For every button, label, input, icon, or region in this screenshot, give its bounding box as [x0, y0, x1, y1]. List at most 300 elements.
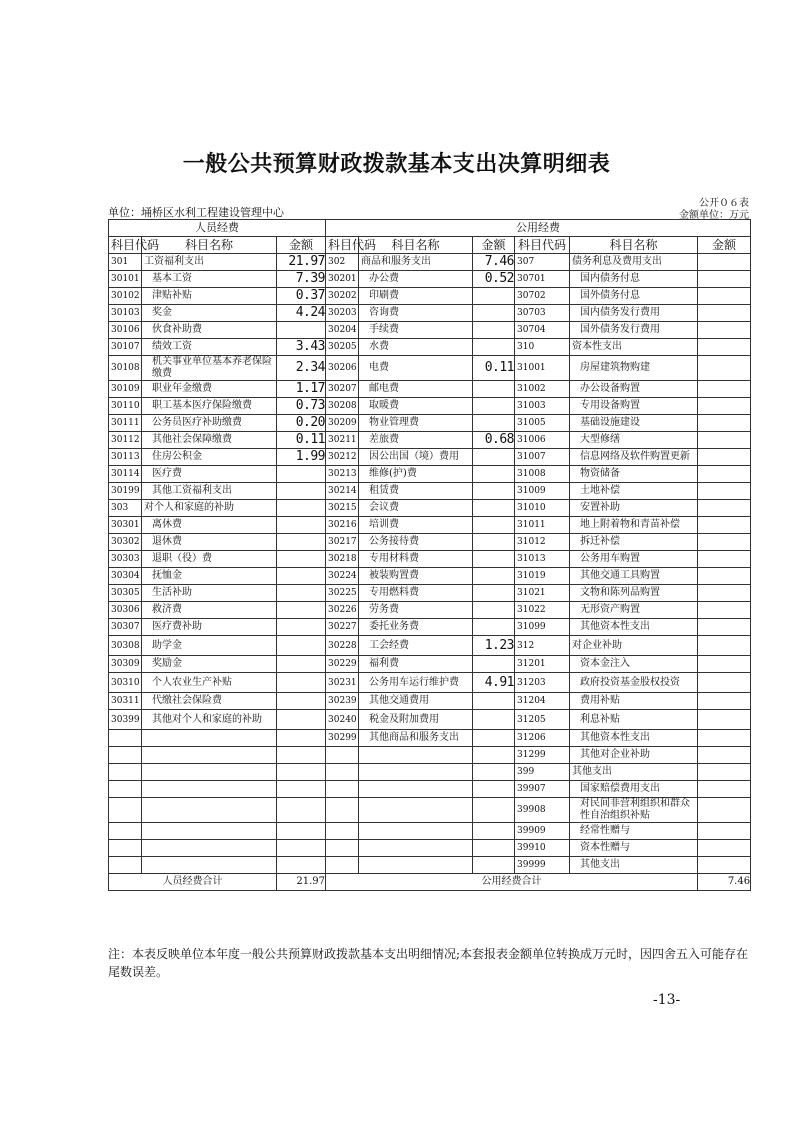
amount-cell [698, 517, 751, 534]
amount-cell [473, 339, 515, 356]
subject-name-cell: 专用设备购置 [570, 398, 698, 415]
subject-name-cell [142, 781, 277, 798]
table-row [109, 534, 751, 551]
subject-name-cell: 国内债务付息 [570, 271, 698, 288]
subject-code-cell: 30113 [109, 449, 142, 466]
subject-name-cell: 委托业务费 [359, 619, 473, 636]
subject-name-cell: 津贴补贴 [142, 288, 277, 305]
subject-name-cell: 其他支出 [570, 764, 698, 781]
subject-name-cell: 绩效工资 [142, 339, 277, 356]
amount-cell [698, 398, 751, 415]
subject-name-cell: 文物和陈列品购置 [570, 585, 698, 602]
subject-code-cell: 30109 [109, 381, 142, 398]
footnote: 注：本表反映单位本年度一般公共预算财政拨款基本支出明细情况;本套报表金额单位转换成万元时，因四舍五入可能存在尾数误差。 [108, 947, 749, 979]
amount-cell [698, 415, 751, 432]
subject-code-cell: 31206 [515, 730, 570, 747]
amount-cell [277, 602, 326, 619]
amount-cell [277, 534, 326, 551]
table-row [109, 693, 751, 710]
subject-code-cell: 30199 [109, 483, 142, 500]
table-row [109, 517, 751, 534]
amount-cell [698, 636, 751, 656]
subject-code-cell: 30702 [515, 288, 570, 305]
subject-code-cell: 31019 [515, 568, 570, 585]
subject-code-cell: 30114 [109, 466, 142, 483]
table-row [109, 551, 751, 568]
amount-cell [698, 764, 751, 781]
subject-code-cell: 30201 [326, 271, 359, 288]
subject-code-cell: 31009 [515, 483, 570, 500]
subject-code-cell: 30209 [326, 415, 359, 432]
column-header-row [109, 237, 751, 254]
amount-cell [473, 517, 515, 534]
subject-name-cell: 资本性赠与 [570, 840, 698, 857]
subject-code-cell: 30302 [109, 534, 142, 551]
amount-cell [473, 781, 515, 798]
subject-name-cell: 其他交通工具购置 [570, 568, 698, 585]
subject-name-cell: 印刷费 [359, 288, 473, 305]
amount-cell [277, 781, 326, 798]
subject-code-cell: 30227 [326, 619, 359, 636]
subject-name-cell [142, 823, 277, 840]
subject-code-cell [326, 798, 359, 823]
subject-name-cell [359, 840, 473, 857]
subject-name-cell: 资本金注入 [570, 656, 698, 673]
table-row [109, 339, 751, 356]
subject-name-cell [359, 764, 473, 781]
amount-cell: 7.46 [473, 254, 515, 271]
subject-code-cell [109, 730, 142, 747]
subject-code-cell: 31001 [515, 356, 570, 381]
subject-code-cell: 307 [515, 254, 570, 271]
amount-cell [277, 693, 326, 710]
subject-name-cell: 办公设备购置 [570, 381, 698, 398]
subject-code-cell: 30239 [326, 693, 359, 710]
public-header: 公用经费 [326, 220, 751, 237]
amount-cell: 4.24 [277, 305, 326, 322]
subject-code-cell: 30701 [515, 271, 570, 288]
subject-name-cell [142, 764, 277, 781]
subject-code-cell: 30103 [109, 305, 142, 322]
amount-cell [473, 322, 515, 339]
subject-code-cell: 39910 [515, 840, 570, 857]
subject-name-cell [142, 730, 277, 747]
subject-code-cell: 30301 [109, 517, 142, 534]
subject-code-cell: 30205 [326, 339, 359, 356]
subject-code-cell [109, 781, 142, 798]
subject-name-cell: 公务用车运行维护费 [359, 673, 473, 693]
subject-name-cell: 被装购置费 [359, 568, 473, 585]
subject-name-cell: 抚恤金 [142, 568, 277, 585]
subject-code-cell: 30106 [109, 322, 142, 339]
subject-name-cell: 信息网络及软件购置更新 [570, 449, 698, 466]
subject-name-cell: 工会经费 [359, 636, 473, 656]
subject-code-cell: 31012 [515, 534, 570, 551]
amount-cell [277, 730, 326, 747]
amount-cell [277, 636, 326, 656]
table-row [109, 568, 751, 585]
subject-code-cell [109, 857, 142, 874]
money-unit-label: 金额单位：万元 [679, 210, 749, 221]
subject-code-cell: 31013 [515, 551, 570, 568]
amount-cell: 2.34 [277, 356, 326, 381]
public-total-value: 7.46 [698, 874, 751, 891]
subject-name-cell: 专用燃料费 [359, 585, 473, 602]
subject-code-cell: 31021 [515, 585, 570, 602]
subject-name-cell: 无形资产购置 [570, 602, 698, 619]
subject-code-cell: 30303 [109, 551, 142, 568]
amount-cell: 7.39 [277, 271, 326, 288]
subject-name-cell: 医疗费 [142, 466, 277, 483]
subject-name-cell: 维修(护)费 [359, 466, 473, 483]
subject-code-cell: 30112 [109, 432, 142, 449]
amount-cell [698, 747, 751, 764]
col-header-amount: 金额 [698, 237, 751, 254]
subject-name-cell: 对民间非营利组织和群众性自治组织补贴 [570, 798, 698, 823]
amount-cell [277, 551, 326, 568]
amount-cell: 0.73 [277, 398, 326, 415]
subject-code-cell: 31003 [515, 398, 570, 415]
subject-code-cell: 30229 [326, 656, 359, 673]
amount-cell [473, 656, 515, 673]
subject-code-cell: 30225 [326, 585, 359, 602]
amount-cell: 0.11 [473, 356, 515, 381]
amount-cell [277, 823, 326, 840]
subject-code-cell: 31299 [515, 747, 570, 764]
amount-cell [277, 656, 326, 673]
subject-code-cell: 30107 [109, 339, 142, 356]
subject-name-cell: 国家赔偿费用支出 [570, 781, 698, 798]
amount-cell [698, 840, 751, 857]
amount-cell: 1.99 [277, 449, 326, 466]
amount-cell [698, 500, 751, 517]
amount-cell [698, 254, 751, 271]
totals-row [109, 874, 751, 891]
subject-code-cell: 31201 [515, 656, 570, 673]
amount-cell [698, 339, 751, 356]
subject-name-cell: 生活补助 [142, 585, 277, 602]
subject-name-cell [142, 747, 277, 764]
amount-cell [698, 798, 751, 823]
subject-code-cell: 31204 [515, 693, 570, 710]
amount-cell [473, 551, 515, 568]
subject-name-cell: 基本工资 [142, 271, 277, 288]
subject-code-cell: 30213 [326, 466, 359, 483]
amount-cell [277, 840, 326, 857]
amount-cell [277, 568, 326, 585]
subject-name-cell [359, 781, 473, 798]
personnel-total-label: 人员经费合计 [109, 874, 277, 891]
table-row [109, 483, 751, 500]
subject-name-cell: 大型修缮 [570, 432, 698, 449]
page-number: -13- [653, 992, 681, 1008]
amount-cell [698, 602, 751, 619]
amount-cell [473, 730, 515, 747]
subject-name-cell [142, 857, 277, 874]
subject-code-cell: 31008 [515, 466, 570, 483]
subject-name-cell: 政府投资基金股权投资 [570, 673, 698, 693]
subject-name-cell: 咨询费 [359, 305, 473, 322]
subject-name-cell: 专用材料费 [359, 551, 473, 568]
amount-cell [277, 710, 326, 730]
amount-cell [698, 710, 751, 730]
subject-code-cell: 31007 [515, 449, 570, 466]
amount-cell [698, 551, 751, 568]
table-row [109, 636, 751, 656]
subject-name-cell: 伙食补助费 [142, 322, 277, 339]
amount-cell: 21.97 [277, 254, 326, 271]
amount-cell [473, 381, 515, 398]
amount-cell [698, 381, 751, 398]
form-number: 公开０６表 [699, 198, 749, 209]
amount-cell [473, 398, 515, 415]
subject-name-cell: 会议费 [359, 500, 473, 517]
table-row [109, 500, 751, 517]
subject-name-cell: 租赁费 [359, 483, 473, 500]
amount-cell: 1.23 [473, 636, 515, 656]
subject-name-cell: 地上附着物和青苗补偿 [570, 517, 698, 534]
amount-cell [698, 823, 751, 840]
col-header-code: 科目代码 [326, 237, 359, 254]
table-row [109, 840, 751, 857]
subject-name-cell: 费用补贴 [570, 693, 698, 710]
subject-name-cell: 取暖费 [359, 398, 473, 415]
subject-code-cell: 31005 [515, 415, 570, 432]
subject-code-cell: 30224 [326, 568, 359, 585]
subject-code-cell: 30311 [109, 693, 142, 710]
subject-code-cell: 30206 [326, 356, 359, 381]
personnel-header: 人员经费 [109, 220, 326, 237]
subject-code-cell: 31099 [515, 619, 570, 636]
col-header-code: 科目代码 [109, 237, 142, 254]
subject-name-cell: 国外债务付息 [570, 288, 698, 305]
amount-cell [277, 585, 326, 602]
subject-name-cell: 工资福利支出 [142, 254, 277, 271]
amount-cell [698, 585, 751, 602]
subject-code-cell: 39908 [515, 798, 570, 823]
amount-cell [473, 449, 515, 466]
amount-cell [473, 602, 515, 619]
amount-cell: 0.37 [277, 288, 326, 305]
subject-name-cell [142, 798, 277, 823]
subject-code-cell: 399 [515, 764, 570, 781]
subject-code-cell [326, 857, 359, 874]
subject-name-cell: 物资储备 [570, 466, 698, 483]
subject-name-cell: 劳务费 [359, 602, 473, 619]
amount-cell [473, 619, 515, 636]
personnel-total-value: 21.97 [277, 874, 326, 891]
subject-code-cell: 30305 [109, 585, 142, 602]
subject-code-cell [109, 823, 142, 840]
subject-name-cell: 土地补偿 [570, 483, 698, 500]
table-row [109, 764, 751, 781]
col-header-name: 科目名称 [570, 237, 698, 254]
amount-cell [698, 534, 751, 551]
subject-code-cell: 30110 [109, 398, 142, 415]
subject-name-cell: 因公出国（境）费用 [359, 449, 473, 466]
table-row [109, 710, 751, 730]
amount-cell [473, 534, 515, 551]
subject-code-cell: 30299 [326, 730, 359, 747]
subject-name-cell: 其他工资福利支出 [142, 483, 277, 500]
amount-cell [473, 288, 515, 305]
subject-code-cell: 30228 [326, 636, 359, 656]
subject-name-cell: 拆迁补偿 [570, 534, 698, 551]
subject-code-cell: 39909 [515, 823, 570, 840]
amount-cell [277, 673, 326, 693]
subject-code-cell: 30101 [109, 271, 142, 288]
subject-code-cell [326, 747, 359, 764]
amount-cell: 0.68 [473, 432, 515, 449]
subject-code-cell: 30214 [326, 483, 359, 500]
amount-cell [277, 764, 326, 781]
amount-cell [473, 466, 515, 483]
subject-name-cell: 机关事业单位基本养老保险缴费 [142, 356, 277, 381]
subject-code-cell: 312 [515, 636, 570, 656]
table-row [109, 415, 751, 432]
subject-code-cell: 31205 [515, 710, 570, 730]
subject-code-cell [109, 798, 142, 823]
amount-cell [473, 693, 515, 710]
subject-code-cell: 39999 [515, 857, 570, 874]
amount-cell [698, 693, 751, 710]
amount-cell [277, 517, 326, 534]
subject-code-cell: 30306 [109, 602, 142, 619]
subject-code-cell: 30399 [109, 710, 142, 730]
amount-cell [473, 710, 515, 730]
subject-code-cell [326, 823, 359, 840]
col-header-code: 科目代码 [515, 237, 570, 254]
amount-cell [473, 585, 515, 602]
subject-code-cell [326, 840, 359, 857]
subject-name-cell: 其他社会保障缴费 [142, 432, 277, 449]
amount-cell: 1.17 [277, 381, 326, 398]
subject-code-cell: 30212 [326, 449, 359, 466]
amount-cell: 3.43 [277, 339, 326, 356]
subject-name-cell: 奖励金 [142, 656, 277, 673]
subject-name-cell: 商品和服务支出 [359, 254, 473, 271]
page-title: 一般公共预算财政拨款基本支出决算明细表 [182, 152, 611, 177]
subject-code-cell: 30216 [326, 517, 359, 534]
table-row [109, 356, 751, 381]
subject-name-cell: 职工基本医疗保险缴费 [142, 398, 277, 415]
amount-cell [698, 356, 751, 381]
subject-code-cell: 310 [515, 339, 570, 356]
subject-name-cell: 对个人和家庭的补助 [142, 500, 277, 517]
amount-cell [473, 840, 515, 857]
amount-cell [473, 568, 515, 585]
subject-code-cell [109, 764, 142, 781]
subject-code-cell: 30111 [109, 415, 142, 432]
amount-cell [473, 823, 515, 840]
amount-cell [698, 730, 751, 747]
subject-name-cell: 国外债务发行费用 [570, 322, 698, 339]
amount-cell: 0.20 [277, 415, 326, 432]
subject-code-cell: 30217 [326, 534, 359, 551]
table-row [109, 673, 751, 693]
subject-name-cell: 差旅费 [359, 432, 473, 449]
amount-cell [473, 764, 515, 781]
subject-code-cell: 30215 [326, 500, 359, 517]
table-row [109, 619, 751, 636]
amount-cell [277, 483, 326, 500]
table-row [109, 747, 751, 764]
table-row [109, 432, 751, 449]
amount-cell [277, 619, 326, 636]
subject-name-cell: 对企业补助 [570, 636, 698, 656]
table-row [109, 288, 751, 305]
unit-label: 单位：埇桥区水利工程建设管理中心 [108, 206, 284, 219]
subject-name-cell [359, 857, 473, 874]
subject-code-cell: 30202 [326, 288, 359, 305]
subject-name-cell: 资本性支出 [570, 339, 698, 356]
subject-code-cell: 30310 [109, 673, 142, 693]
subject-name-cell: 代缴社会保险费 [142, 693, 277, 710]
amount-cell [698, 432, 751, 449]
subject-name-cell: 税金及附加费用 [359, 710, 473, 730]
subject-name-cell: 利息补贴 [570, 710, 698, 730]
subject-code-cell: 31203 [515, 673, 570, 693]
subject-name-cell: 退职（役）费 [142, 551, 277, 568]
subject-name-cell: 手续费 [359, 322, 473, 339]
amount-cell [698, 466, 751, 483]
subject-code-cell: 31006 [515, 432, 570, 449]
table-row [109, 254, 751, 271]
subject-name-cell [359, 747, 473, 764]
table-row [109, 823, 751, 840]
amount-cell [698, 322, 751, 339]
subject-code-cell: 30102 [109, 288, 142, 305]
subject-name-cell: 房屋建筑物购建 [570, 356, 698, 381]
subject-code-cell: 303 [109, 500, 142, 517]
table-row [109, 305, 751, 322]
amount-cell [277, 322, 326, 339]
amount-cell [277, 798, 326, 823]
subject-code-cell: 30309 [109, 656, 142, 673]
subject-code-cell: 30207 [326, 381, 359, 398]
subject-code-cell: 30308 [109, 636, 142, 656]
public-total-label: 公用经费合计 [326, 874, 698, 891]
amount-cell [698, 568, 751, 585]
table-row [109, 585, 751, 602]
subject-code-cell: 302 [326, 254, 359, 271]
subject-name-cell: 公务员医疗补助缴费 [142, 415, 277, 432]
table-row [109, 466, 751, 483]
table-row [109, 798, 751, 823]
subject-code-cell: 30231 [326, 673, 359, 693]
subject-code-cell: 30226 [326, 602, 359, 619]
amount-cell [698, 656, 751, 673]
amount-cell: 0.52 [473, 271, 515, 288]
table-row [109, 381, 751, 398]
amount-cell [698, 305, 751, 322]
table-row [109, 449, 751, 466]
subject-code-cell: 30307 [109, 619, 142, 636]
subject-code-cell: 31010 [515, 500, 570, 517]
amount-cell [473, 415, 515, 432]
table-row [109, 322, 751, 339]
subject-name-cell: 其他资本性支出 [570, 730, 698, 747]
subject-name-cell: 救济费 [142, 602, 277, 619]
subject-name-cell: 离休费 [142, 517, 277, 534]
subject-code-cell [109, 747, 142, 764]
subject-code-cell [326, 781, 359, 798]
amount-cell [473, 798, 515, 823]
subject-name-cell: 奖金 [142, 305, 277, 322]
table-row [109, 730, 751, 747]
amount-cell [473, 305, 515, 322]
subject-code-cell [109, 840, 142, 857]
